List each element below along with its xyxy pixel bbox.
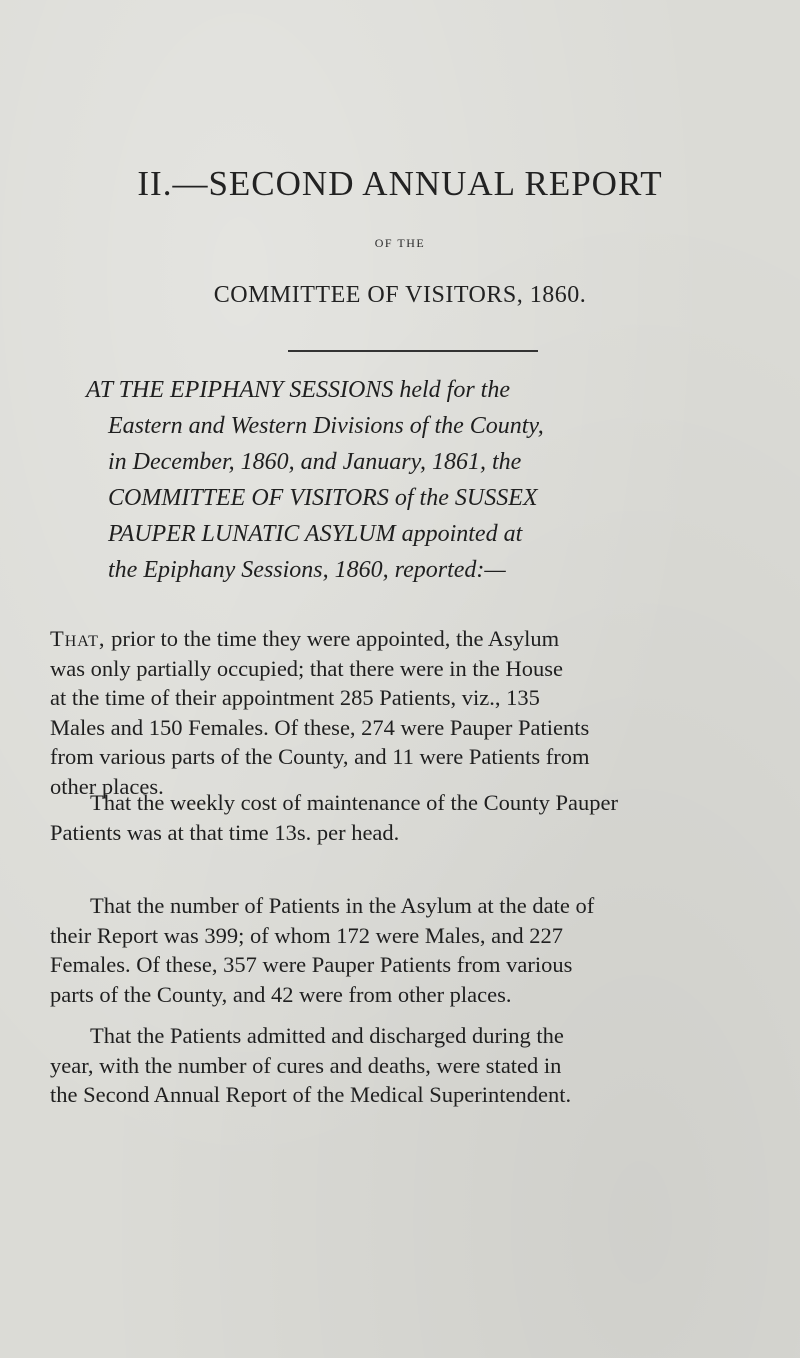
- paragraph-line: Females. Of these, 357 were Pauper Patients from various: [50, 952, 573, 977]
- paragraph-line: from various parts of the County, and 11 were Patients from: [50, 744, 590, 769]
- paragraph-line: year, with the number of cures and deaths, were stated in: [50, 1052, 562, 1078]
- paragraph-line-text: prior to the time they were appointed, the Asylum: [105, 626, 560, 651]
- committee-heading: COMMITTEE OF VISITORS, 1860.: [213, 282, 587, 308]
- section-divider: [288, 350, 538, 352]
- paragraph-weekly-cost: [50, 788, 770, 847]
- paragraph-line: was only partially occupied; that there were in the House: [50, 655, 563, 681]
- intro-line: PAUPER LUNATIC ASYLUM appointed at: [108, 521, 523, 547]
- paragraph-line: Males and 150 Females. Of these, 274 were Pauper Patients: [50, 714, 590, 740]
- paragraph-line: That the Patients admitted and discharged during the: [90, 1023, 564, 1048]
- paragraph-line: That the weekly cost of maintenance of the County Pauper: [90, 790, 618, 815]
- paragraph-line: other places.: [50, 773, 164, 799]
- report-subtitle-of-the: OF THE: [374, 236, 426, 250]
- intro-line: in December, 1860, and January, 1861, the: [108, 449, 522, 475]
- paragraph-admissions: [50, 1021, 770, 1110]
- paragraph-line: at the time of their appointment 285 Patients, viz., 135: [50, 685, 540, 710]
- intro-line: Eastern and Western Divisions of the County,: [108, 413, 544, 439]
- paragraph-line: Patients was at that time 13s. per head.: [50, 819, 400, 845]
- paragraph-line: [50, 624, 770, 654]
- paragraph-initial-occupancy: [50, 624, 770, 801]
- paragraph-line: their Report was 399; of whom 172 were Males, and 227: [50, 922, 564, 948]
- intro-line: COMMITTEE OF VISITORS of the SUSSEX: [108, 485, 538, 511]
- paragraph-line: parts of the County, and 42 were from other places.: [50, 981, 512, 1007]
- paragraph-line: the Second Annual Report of the Medical Superintendent.: [50, 1082, 572, 1107]
- paragraph-line: That the number of Patients in the Asylum at the date of: [90, 893, 595, 918]
- intro-line: AT THE EPIPHANY SESSIONS held for the: [86, 377, 510, 403]
- paragraph-patient-count: [50, 891, 770, 1009]
- paragraph-lead-word: That,: [50, 626, 106, 651]
- report-title: II.—SECOND ANNUAL REPORT: [137, 164, 663, 203]
- intro-line: the Epiphany Sessions, 1860, reported:—: [108, 557, 506, 583]
- intro-paragraph: [86, 372, 776, 588]
